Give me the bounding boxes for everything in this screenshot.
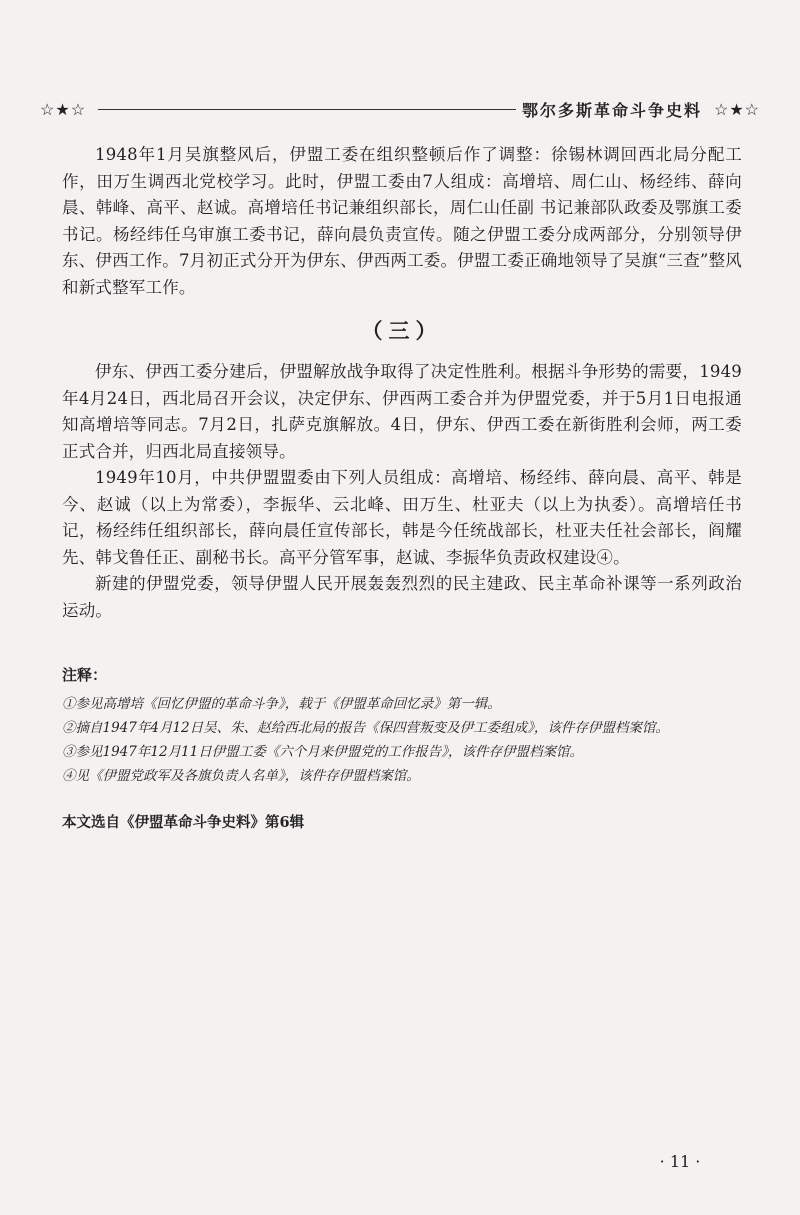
note-item: ③参见1947年12月11日伊盟工委《六个月来伊盟党的工作报告》，该件存伊盟档案馆。 (62, 744, 583, 760)
body-paragraph: 伊东、伊西工委分建后，伊盟解放战争取得了决定性胜利。根据斗争形势的需要，1949年4月24日，西北局召开会议，决定伊东、伊西两工委合并为伊盟党委，并于5月1日电报通知高增培等同志。7月2日，扎萨克旗解放。4日，伊东、伊西工委在新街胜利会师，两工委正式合并，归西北局直接领导。 (62, 362, 742, 461)
source-line: 本文选自《伊盟革命斗争史料》第6辑 (62, 814, 305, 831)
note-item: ②摘自1947年4月12日吴、朱、赵给西北局的报告《保四营叛变及伊工委组成》，该件存伊盟档案馆。 (62, 720, 669, 736)
header-stars-left: ☆★☆ (40, 99, 87, 119)
header-stars-right: ☆★☆ (713, 99, 760, 119)
body-paragraph: 1949年10月，中共伊盟盟委由下列人员组成：高增培、杨经纬、薛向晨、高平、韩是今、赵诚（以上为常委），李振华、云北峰、田万生、杜亚夫（以上为执委）。高增培任书记，杨经纬任组织部长，薛向晨任宣传部长，韩是今任统战部长，杜亚夫任社会部长，阎耀先、韩戈鲁任正、副秘书长。高平分管军事，赵诚、李振华负责政权建设④。 (62, 468, 742, 567)
page-number: · 11 · (659, 1152, 701, 1171)
running-header (40, 96, 760, 122)
notes-section (62, 664, 742, 788)
body-paragraph: 1948年1月吴旗整风后，伊盟工委在组织整顿后作了调整：徐锡林调回西北局分配工作，田万生调西北党校学习。此时，伊盟工委由7人组成：高增培、周仁山、杨经纬、薛向晨、韩峰、高平、赵诚。高增培任书记兼组织部长，周仁山任副 书记兼部队政委及鄂旗工委书记。杨经纬任乌审旗工委书记，薛向晨负责宣传。随之伊盟工委分成两部分，分别领导伊东、伊西工作。7月初正式分开为伊东、伊西两工委。伊盟工委正确地领导了吴旗“三查”整风和新式整军工作。 (62, 145, 742, 297)
page-body (62, 142, 742, 834)
section-heading: （三） (361, 318, 443, 343)
notes-title: 注释： (62, 666, 108, 684)
body-paragraph: 新建的伊盟党委，领导伊盟人民开展轰轰烈烈的民主建政、民主革命补课等一系列政治运动。 (62, 574, 742, 620)
header-rule (98, 109, 516, 110)
note-item: ④见《伊盟党政军及各旗负责人名单》，该件存伊盟档案馆。 (62, 768, 420, 784)
header-title: 鄂尔多斯革命斗争史料 (521, 100, 702, 120)
note-item: ①参见高增培《回忆伊盟的革命斗争》，载于《伊盟革命回忆录》第一辑。 (62, 696, 501, 712)
